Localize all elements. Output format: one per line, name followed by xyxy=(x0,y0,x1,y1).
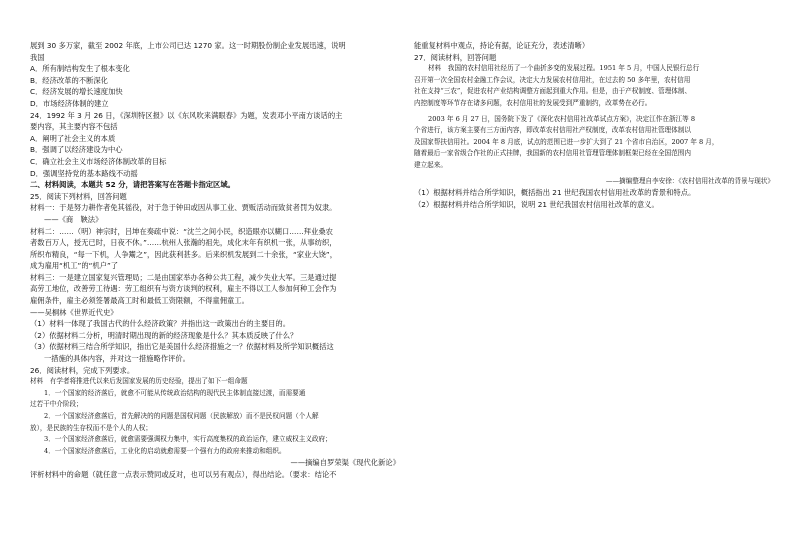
q23-option-d: D．市场经济体制的建立 xyxy=(30,98,109,108)
q23-option-c: C．经济发展的增长速度加快 xyxy=(30,87,123,97)
q27-material-p2: 及国家帮扶信用社。2004 年 8 月底，试点的范围已进一步扩大到了 21 个省市自治区，2007 年 8 月， xyxy=(414,137,719,146)
q23-option-b: B．经济改革的不断深化 xyxy=(30,75,108,85)
q25-question-2: （2）依据材料二分析，明清时期出现的新的经济现象是什么？其本质反映了什么？ xyxy=(30,330,298,340)
q26-source: ——摘编自罗荣渠《现代化新论》 xyxy=(290,458,400,468)
q25-material-3: 高劳工地位，改善劳工待遇：劳工组织有与资方谈判的权利，雇主不得以工人参加何种工会作为 xyxy=(30,284,337,294)
q24-stem-line: 要内容，其主要内容不包括 xyxy=(30,122,118,132)
q27-source: ——摘编整理自李安徐：《农村信用社改革的背景与现状》 xyxy=(605,176,774,185)
q27-material-p2: 随着最后一家省级合作社的正式挂牌，我国新的农村信用社管理管理体制框架已经在全国范围内 xyxy=(414,149,691,158)
q25-material-3: 材料三：一是建立国家复兴管理局；二是由国家举办各种公共工程，减少失业大军。三是通过提 xyxy=(30,272,337,282)
q24-option-a: A．阐明了社会主义的本质 xyxy=(30,133,116,143)
q27-material-p2: 2003 年 6 月 27 日，国务院下发了《深化农村信用社改革试点方案》，决定江作在浙江等 8 xyxy=(428,114,696,123)
q26-task-tail: 能重复材料中观点，持论有据，论证充分，表述清晰） xyxy=(414,41,590,50)
q26-item: 1．一个国家的经济落后，就愈不可能从传统政治结构的现代民主体制直接过渡，而需要通 xyxy=(44,388,306,397)
q27-material-p2: 建立起来。 xyxy=(414,160,447,169)
q25-question-1: （1）材料一体现了我国古代的什么经济政策？并指出这一政策出台的主要目的。 xyxy=(30,319,291,329)
q25-material-1: 材料一：于是努力耕作者免其徭役，对于急于钟田或因从事工业、贾贩活动而致贫者罚为奴隶。 xyxy=(30,203,337,213)
q27-title: 27．阅读材料，回答问题 xyxy=(414,52,497,62)
q25-material-2: 材料二：……（明）神宗时，吕坤在奏疏中说：“沈兰之间小民，织造眼亦以糊口……拜业桑农 xyxy=(30,226,333,236)
q27-material-p1: 社在支持“三农”，促进农村产业结构调整方面起到重大作用。但是，由于产权制度、管理体制、 xyxy=(414,87,692,96)
q25-material-2: 成为雇用“机工”的“机户”了 xyxy=(30,261,119,271)
q25-material-3: 雇佣条件，雇主必须签署最高工时和最低工资限额，不得童佣童工。 xyxy=(30,296,249,306)
q26-title: 26．阅读材料，完成下列要求。 xyxy=(30,365,135,375)
q27-material-p1: 材料 我国的农村信用社经历了一个曲折多变的发展过程。1951 年 5 月，中国人民银行总行 xyxy=(428,64,700,73)
q24-option-b: B．强调了以经济建设为中心 xyxy=(30,145,123,155)
q26-item: 3．一个国家经济愈落后，就愈需要强调权力集中，实行高度集权的政治运作，建立威权主义政府； xyxy=(44,435,332,444)
left-column xyxy=(30,40,400,481)
q25-question-3: 一措施的具体内容，并对这一措施略作评价。 xyxy=(44,354,190,364)
q24-option-d: D．强调坚持党的基本路线不动摇 xyxy=(30,168,138,178)
q25-source: ——吴桐林《世界近代史》 xyxy=(30,307,118,317)
q26-item: 放），是民族的生存权而不是个人的人权； xyxy=(30,423,152,432)
q26-item: 过若干中介阶段； xyxy=(30,400,83,409)
q23-text-line: 展到 30 多万家，截至 2002 年底，上市公司已达 1270 家。这一时期股份制企业发展迅速，说明 xyxy=(30,41,346,50)
q25-question-3: （3）依据材料三结合所学知识，指出它是美国什么经济措施之一？依据材料及所学知识概括这 xyxy=(30,342,334,352)
q27-material-p1: 内控制度等环节存在诸多问题，农村信用社的发展受到严重制约，改革势在必行。 xyxy=(414,98,652,107)
q25-material-2: 者数百万人，授无已时，日夜不休。”……杭州人张瀚的祖先，成化末年有织机一张，从事纺织， xyxy=(30,238,337,248)
q25-title: 25．阅读下列材料，回答问题 xyxy=(30,191,127,201)
section-heading: 二、材料阅读，本题共 52 分，请把答案写在答题卡指定区域。 xyxy=(30,180,235,190)
q25-material-1-source: ——《商 鞅法》 xyxy=(44,214,103,224)
q23-option-a: A．所有制结构发生了根本变化 xyxy=(30,64,130,74)
q27-material-p1: 召开第一次全国农村金融工作会议，决定大力发展农村信用社，在过去的 50 多年里，农村信用 xyxy=(414,75,691,84)
q23-text-line: 我国 xyxy=(30,52,45,62)
q27-question-2: （2）根据材料并结合所学知识，说明 21 世纪我国农村信用社改革的意义。 xyxy=(414,199,659,209)
q26-item: 2．一个国家经济愈落后，首先解决的的问题是国权问题（民族解放）而不是民权问题（个人解 xyxy=(44,412,319,420)
q27-question-1: （1）根据材料并结合所学知识，概括指出 21 世纪我国农村信用社改革的背景和特点。 xyxy=(414,188,696,198)
q25-material-2: 所织布精良，“每一下机，人争鬻之”，因此获利甚多。后来织机发展到二十余张，“家业大饶”， xyxy=(30,249,337,259)
right-column xyxy=(414,40,774,210)
q26-task: 评析材料中的命题（就任意一点表示赞同或反对，也可以另有观点），得出结论。（要求：结论不 xyxy=(30,469,337,479)
q26-intro: 材料 有学者将推进代以来后发国家发展的历史经验，提出了如下一组命题 xyxy=(30,377,248,386)
q27-material-p2: 个省进行，该方案主要有三方面内容，即改革农村信用社产权制度，改革农村信用社管理体制以 xyxy=(414,126,691,135)
q24-option-c: C．确立社会主义市场经济体制改革的目标 xyxy=(30,156,167,166)
q24-stem-line: 24．1992 年 3 月 26 日，《深圳特区报》以《东风吹来满眼春》为题，发表邓小平南方谈话的主 xyxy=(30,110,343,120)
q26-item: 4．一个国家经济愈落后，工业化的启动就愈需要一个强有力的政府来推动和组织。 xyxy=(44,446,286,455)
